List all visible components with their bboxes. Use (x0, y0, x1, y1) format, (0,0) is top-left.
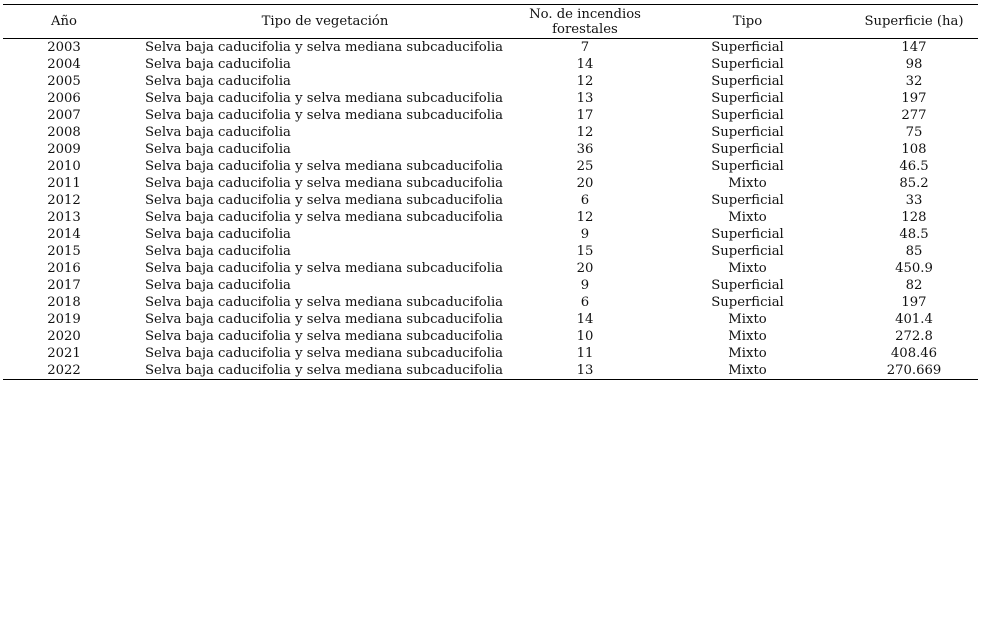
cell-type: Superficial (711, 142, 784, 157)
table-row (3, 175, 978, 192)
cell-year: 2011 (47, 176, 81, 191)
cell-area: 98 (905, 57, 923, 72)
cell-fire-count: 12 (576, 210, 594, 225)
table-row (3, 260, 978, 277)
header-area: Superficie (ha) (864, 14, 964, 29)
cell-area: 197 (901, 295, 927, 310)
cell-vegetation: Selva baja caducifolia y selva mediana subcaducifolia (145, 159, 504, 174)
cell-fire-count: 36 (576, 142, 594, 157)
cell-fire-count: 14 (576, 312, 594, 327)
table-row (3, 39, 978, 57)
header-type: Tipo (732, 14, 763, 29)
cell-vegetation: Selva baja caducifolia y selva mediana subcaducifolia (145, 363, 504, 378)
cell-area: 108 (901, 142, 927, 157)
cell-vegetation: Selva baja caducifolia y selva mediana subcaducifolia (145, 193, 504, 208)
cell-year: 2009 (47, 142, 81, 157)
cell-vegetation: Selva baja caducifolia (145, 278, 291, 293)
cell-fire-count: 13 (576, 91, 594, 106)
cell-vegetation: Selva baja caducifolia y selva mediana subcaducifolia (145, 261, 504, 276)
cell-year: 2005 (47, 74, 81, 89)
cell-type: Superficial (711, 125, 784, 140)
cell-year: 2015 (47, 244, 81, 259)
cell-year: 2019 (47, 312, 81, 327)
cell-year: 2022 (47, 363, 81, 378)
cell-year: 2014 (47, 227, 81, 242)
cell-fire-count: 7 (580, 40, 590, 55)
table-row (3, 243, 978, 260)
cell-year: 2010 (47, 159, 81, 174)
cell-type: Superficial (711, 227, 784, 242)
header-year: Año (51, 14, 77, 29)
table-row (3, 209, 978, 226)
table-row (3, 124, 978, 141)
cell-year: 2007 (47, 108, 81, 123)
cell-fire-count: 12 (576, 74, 594, 89)
table-body (3, 39, 978, 380)
cell-year: 2021 (47, 346, 81, 361)
cell-area: 85 (905, 244, 923, 259)
cell-vegetation: Selva baja caducifolia (145, 142, 291, 157)
cell-year: 2008 (47, 125, 81, 140)
cell-vegetation: Selva baja caducifolia y selva mediana subcaducifolia (145, 210, 504, 225)
cell-fire-count: 20 (576, 176, 594, 191)
cell-vegetation: Selva baja caducifolia y selva mediana subcaducifolia (145, 329, 504, 344)
table-row (3, 90, 978, 107)
cell-type: Superficial (711, 278, 784, 293)
cell-vegetation: Selva baja caducifolia y selva mediana subcaducifolia (145, 40, 504, 55)
cell-fire-count: 9 (580, 278, 590, 293)
cell-vegetation: Selva baja caducifolia (145, 244, 291, 259)
cell-type: Mixto (728, 312, 767, 327)
table-row (3, 311, 978, 328)
table-row (3, 362, 978, 380)
cell-type: Superficial (711, 295, 784, 310)
cell-area: 85.2 (899, 176, 929, 191)
cell-year: 2012 (47, 193, 81, 208)
cell-type: Mixto (728, 261, 767, 276)
cell-fire-count: 13 (576, 363, 594, 378)
cell-vegetation: Selva baja caducifolia (145, 57, 291, 72)
cell-area: 147 (901, 40, 927, 55)
cell-area: 277 (901, 108, 927, 123)
cell-vegetation: Selva baja caducifolia y selva mediana subcaducifolia (145, 312, 504, 327)
cell-fire-count: 15 (576, 244, 594, 259)
cell-fire-count: 25 (576, 159, 594, 174)
cell-fire-count: 12 (576, 125, 594, 140)
cell-type: Superficial (711, 91, 784, 106)
cell-type: Superficial (711, 40, 784, 55)
table-row (3, 56, 978, 73)
cell-type: Superficial (711, 108, 784, 123)
cell-vegetation: Selva baja caducifolia y selva mediana subcaducifolia (145, 91, 504, 106)
table-header (3, 5, 978, 39)
forest-fires-table (3, 4, 978, 380)
cell-vegetation: Selva baja caducifolia (145, 74, 291, 89)
table-row (3, 192, 978, 209)
cell-type: Superficial (711, 193, 784, 208)
table-row (3, 328, 978, 345)
cell-fire-count: 17 (576, 108, 594, 123)
cell-area: 408.46 (890, 346, 938, 361)
cell-area: 48.5 (899, 227, 929, 242)
cell-area: 270.669 (886, 363, 942, 378)
cell-type: Superficial (711, 159, 784, 174)
cell-vegetation: Selva baja caducifolia (145, 227, 291, 242)
cell-fire-count: 10 (576, 329, 594, 344)
cell-area: 401.4 (895, 312, 933, 327)
cell-vegetation: Selva baja caducifolia y selva mediana subcaducifolia (145, 108, 504, 123)
cell-year: 2013 (47, 210, 81, 225)
cell-vegetation: Selva baja caducifolia y selva mediana subcaducifolia (145, 346, 504, 361)
table-row (3, 277, 978, 294)
table-row (3, 73, 978, 90)
cell-area: 32 (905, 74, 923, 89)
cell-year: 2017 (47, 278, 81, 293)
cell-type: Superficial (711, 74, 784, 89)
cell-year: 2020 (47, 329, 81, 344)
cell-fire-count: 6 (580, 295, 590, 310)
cell-area: 272.8 (895, 329, 933, 344)
cell-type: Mixto (728, 329, 767, 344)
header-fire-count: No. de incendios forestales (529, 6, 641, 37)
cell-type: Superficial (711, 244, 784, 259)
cell-year: 2006 (47, 91, 81, 106)
table-row (3, 226, 978, 243)
cell-year: 2016 (47, 261, 81, 276)
cell-type: Mixto (728, 363, 767, 378)
cell-type: Mixto (728, 210, 767, 225)
cell-area: 46.5 (899, 159, 929, 174)
table-row (3, 158, 978, 175)
table-row (3, 141, 978, 158)
cell-type: Mixto (728, 176, 767, 191)
cell-fire-count: 14 (576, 57, 594, 72)
cell-year: 2003 (47, 40, 81, 55)
table-row (3, 107, 978, 124)
cell-type: Superficial (711, 57, 784, 72)
cell-year: 2018 (47, 295, 81, 310)
cell-type: Mixto (728, 346, 767, 361)
cell-vegetation: Selva baja caducifolia (145, 125, 291, 140)
cell-area: 33 (905, 193, 923, 208)
cell-area: 450.9 (895, 261, 933, 276)
cell-fire-count: 6 (580, 193, 590, 208)
table-row (3, 345, 978, 362)
cell-area: 75 (905, 125, 923, 140)
cell-vegetation: Selva baja caducifolia y selva mediana subcaducifolia (145, 295, 504, 310)
cell-area: 128 (901, 210, 927, 225)
header-row (3, 5, 978, 39)
cell-fire-count: 20 (576, 261, 594, 276)
cell-fire-count: 11 (576, 346, 594, 361)
cell-area: 82 (905, 278, 923, 293)
cell-vegetation: Selva baja caducifolia y selva mediana subcaducifolia (145, 176, 504, 191)
cell-area: 197 (901, 91, 927, 106)
table-row (3, 294, 978, 311)
header-vegetation: Tipo de vegetación (261, 14, 389, 29)
cell-fire-count: 9 (580, 227, 590, 242)
cell-year: 2004 (47, 57, 81, 72)
